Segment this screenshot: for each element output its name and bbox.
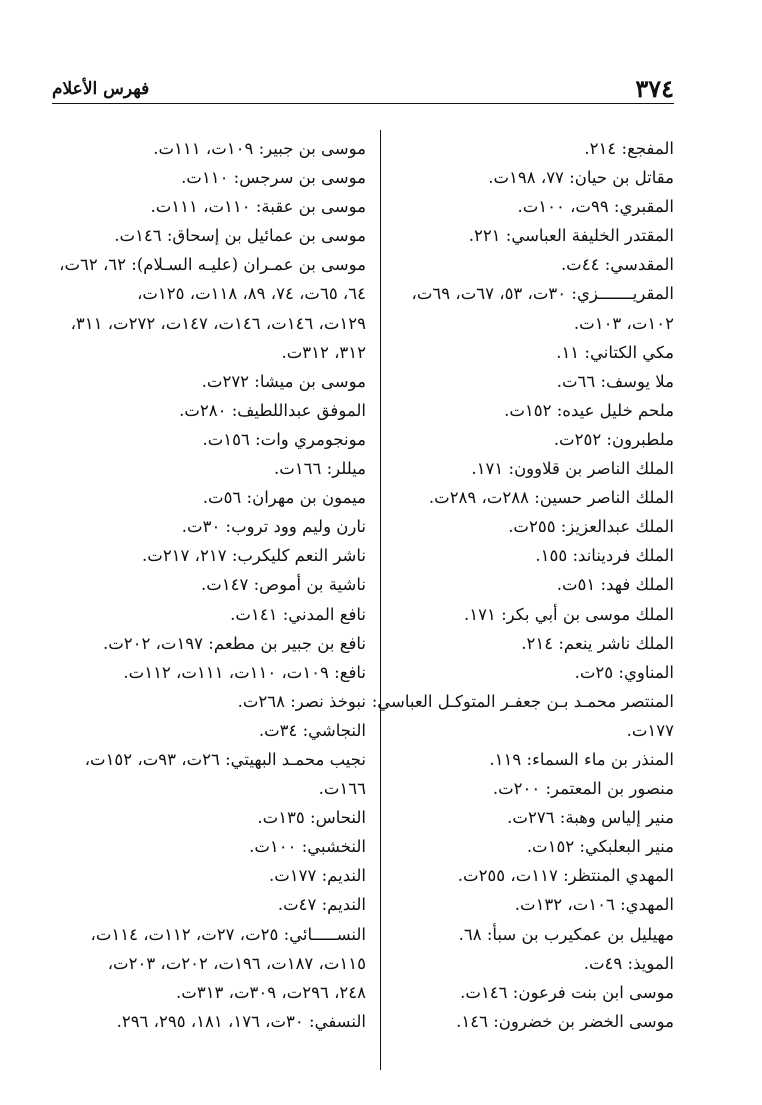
- page-header: [52, 72, 674, 104]
- index-entry-line: موسى بن عمائيل بن إسحاق: ١٤٦ت.: [114, 226, 366, 246]
- index-column-left: [59, 134, 366, 1036]
- index-entry-line: مهيليل بن عمكيرب بن سبأ: ٦٨.: [458, 924, 674, 944]
- index-entry-line: مكي الكتاني: ١١.: [556, 342, 674, 362]
- index-entry-line: النخشبي: ١٠٠ت.: [249, 837, 366, 857]
- index-entry-line: منير البعلبكي: ١٥٢ت.: [526, 837, 674, 857]
- index-entry-line: النســـــائي: ٢٥ت، ٢٧ت، ١١٢ت، ١١٤ت،: [90, 924, 366, 944]
- index-entry-line: المهدي المنتظر: ١١٧ت، ٢٥٥ت.: [457, 866, 674, 886]
- index-entry-line: النحاس: ١٣٥ت.: [257, 808, 366, 828]
- index-entry-line: نارن وليم وود تروب: ٣٠ت.: [181, 517, 366, 537]
- page-number: ٣٧٤: [635, 74, 674, 103]
- index-entry-line: مقاتل بن حيان: ٧٧، ١٩٨ت.: [488, 168, 674, 188]
- index-entry-line: نبوخذ نصر: ٢٦٨ت.: [237, 691, 366, 711]
- header-rule: [52, 103, 674, 104]
- index-entry-line: المفجع: ٢١٤.: [584, 139, 674, 158]
- index-entry-line: نافع المدني: ١٤١ت.: [230, 604, 366, 624]
- index-entry-line: المقبري: ٩٩ت، ١٠٠ت.: [517, 197, 674, 217]
- index-entry-line: النسفي: ٣٠ت، ١٧٦، ١٨١، ٢٩٥، ٢٩٦.: [116, 1011, 366, 1031]
- index-entry-line: موسى بن سرجس: ١١٠ت.: [181, 168, 366, 188]
- index-entry-line: ١٠٢ت، ١٠٣ت.: [573, 313, 674, 333]
- index-entry-line: المناوي: ٢٥ت.: [574, 662, 674, 682]
- index-entry-line: ٦٤، ٦٥ت، ٧٤، ٨٩، ١١٨ت، ١٢٥ت،: [137, 284, 366, 304]
- index-entry-line: المنتصر محمـد بـن جعفـر المتوكـل العباسي:: [371, 691, 674, 711]
- index-entry-line: ناشر النعم كليكرب: ٢١٧، ٢١٧ت.: [142, 546, 366, 566]
- index-entry-line: ٢٤٨، ٢٩٦ت، ٣٠٩ت، ٣١٣ت.: [176, 982, 366, 1002]
- index-entry-line: منصور بن المعتمر: ٢٠٠ت.: [492, 779, 674, 799]
- index-entry-line: المهدي: ١٠٦ت، ١٣٢ت.: [514, 895, 674, 915]
- index-entry-line: المنذر بن ماء السماء: ١١٩.: [489, 749, 674, 769]
- index-entry-line: الملك فهد: ٥١ت.: [556, 575, 674, 595]
- index-entry-line: مونجومري وات: ١٥٦ت.: [202, 429, 366, 449]
- index-entry-line: المقتدر الخليفة العباسي: ٢٢١.: [468, 226, 674, 246]
- index-entry-line: النجاشي: ٣٤ت.: [258, 720, 366, 740]
- index-entry-line: الملك موسى بن أبي بكر: ١٧١.: [464, 604, 674, 624]
- index-entry-line: الملك الناصر حسين: ٢٨٨ت، ٢٨٩ت.: [428, 488, 674, 508]
- index-entry-line: ١١٥ت، ١٨٧ت، ١٩٦ت، ٢٠٢ت، ٢٠٣ت،: [107, 953, 366, 973]
- index-entry-line: الملك عبدالعزيز: ٢٥٥ت.: [508, 517, 674, 537]
- index-entry-line: ١٧٧ت.: [626, 720, 674, 740]
- index-entry-line: المقريـــــــزي: ٣٠ت، ٥٣، ٦٧ت، ٦٩ت،: [411, 284, 674, 304]
- index-entry-line: ١٦٦ت.: [318, 779, 366, 799]
- index-entry-line: ملحم خليل عيده: ١٥٢ت.: [504, 400, 674, 420]
- index-entry-line: النديم: ١٧٧ت.: [268, 866, 366, 886]
- index-entry-line: ميللر: ١٦٦ت.: [273, 459, 366, 479]
- index-entry-line: ملطبرون: ٢٥٢ت.: [553, 429, 674, 449]
- index-entry-line: موسى بن عمـران (عليـه السـلام): ٦٢، ٦٢ت،: [59, 255, 366, 275]
- index-entry-line: موسى بن عقبة: ١١٠ت، ١١١ت.: [150, 197, 366, 217]
- index-entry-line: المقدسي: ٤٤ت.: [560, 255, 674, 275]
- index-entry-line: المويذ: ٤٩ت.: [583, 953, 674, 973]
- index-entry-line: موسى ابن بنت فرعون: ١٤٦ت.: [460, 982, 674, 1002]
- index-entry-line: ميمون بن مهران: ٥٦ت.: [202, 488, 366, 508]
- index-entry-line: نافع بن جبير بن مطعم: ١٩٧ت، ٢٠٢ت.: [102, 633, 366, 653]
- index-entry-line: ٣١٢، ٣١٢ت.: [281, 342, 366, 362]
- index-entry-line: ١٢٩ت، ١٤٦ت، ١٤٦ت، ١٤٧ت، ٢٧٢ت، ٣١١،: [70, 313, 366, 333]
- index-entry-line: ناشية بن أموص: ١٤٧ت.: [201, 575, 366, 595]
- index-entry-line: الموفق عبداللطيف: ٢٨٠ت.: [179, 400, 366, 420]
- index-entry-line: الملك ناشر ينعم: ٢١٤.: [521, 633, 674, 653]
- index-column-right: [371, 134, 674, 1036]
- index-entry-line: موسى بن ميشا: ٢٧٢ت.: [201, 371, 366, 391]
- index-entry-line: منير إلياس وهبة: ٢٧٦ت.: [507, 808, 674, 828]
- index-entry-line: نافع: ١٠٩ت، ١١٠ت، ١١١ت، ١١٢ت.: [123, 662, 366, 682]
- index-entry-line: الملك فرديناند: ١٥٥.: [535, 546, 674, 566]
- index-entry-line: الملك الناصر بن قلاوون: ١٧١.: [471, 459, 674, 479]
- column-divider: [380, 130, 381, 1070]
- index-entry-line: النديم: ٤٧ت.: [277, 895, 366, 915]
- index-entry-line: موسى الخضر بن خضرون: ١٤٦.: [456, 1011, 674, 1031]
- index-entry-line: نجيب محمـد البهيتي: ٢٦ت، ٩٣ت، ١٥٢ت،: [84, 749, 366, 769]
- index-entry-line: ملا يوسف: ٦٦ت.: [556, 371, 674, 391]
- running-title: فهرس الأعلام: [52, 79, 150, 99]
- index-entry-line: موسى بن جبير: ١٠٩ت، ١١١ت.: [153, 139, 366, 158]
